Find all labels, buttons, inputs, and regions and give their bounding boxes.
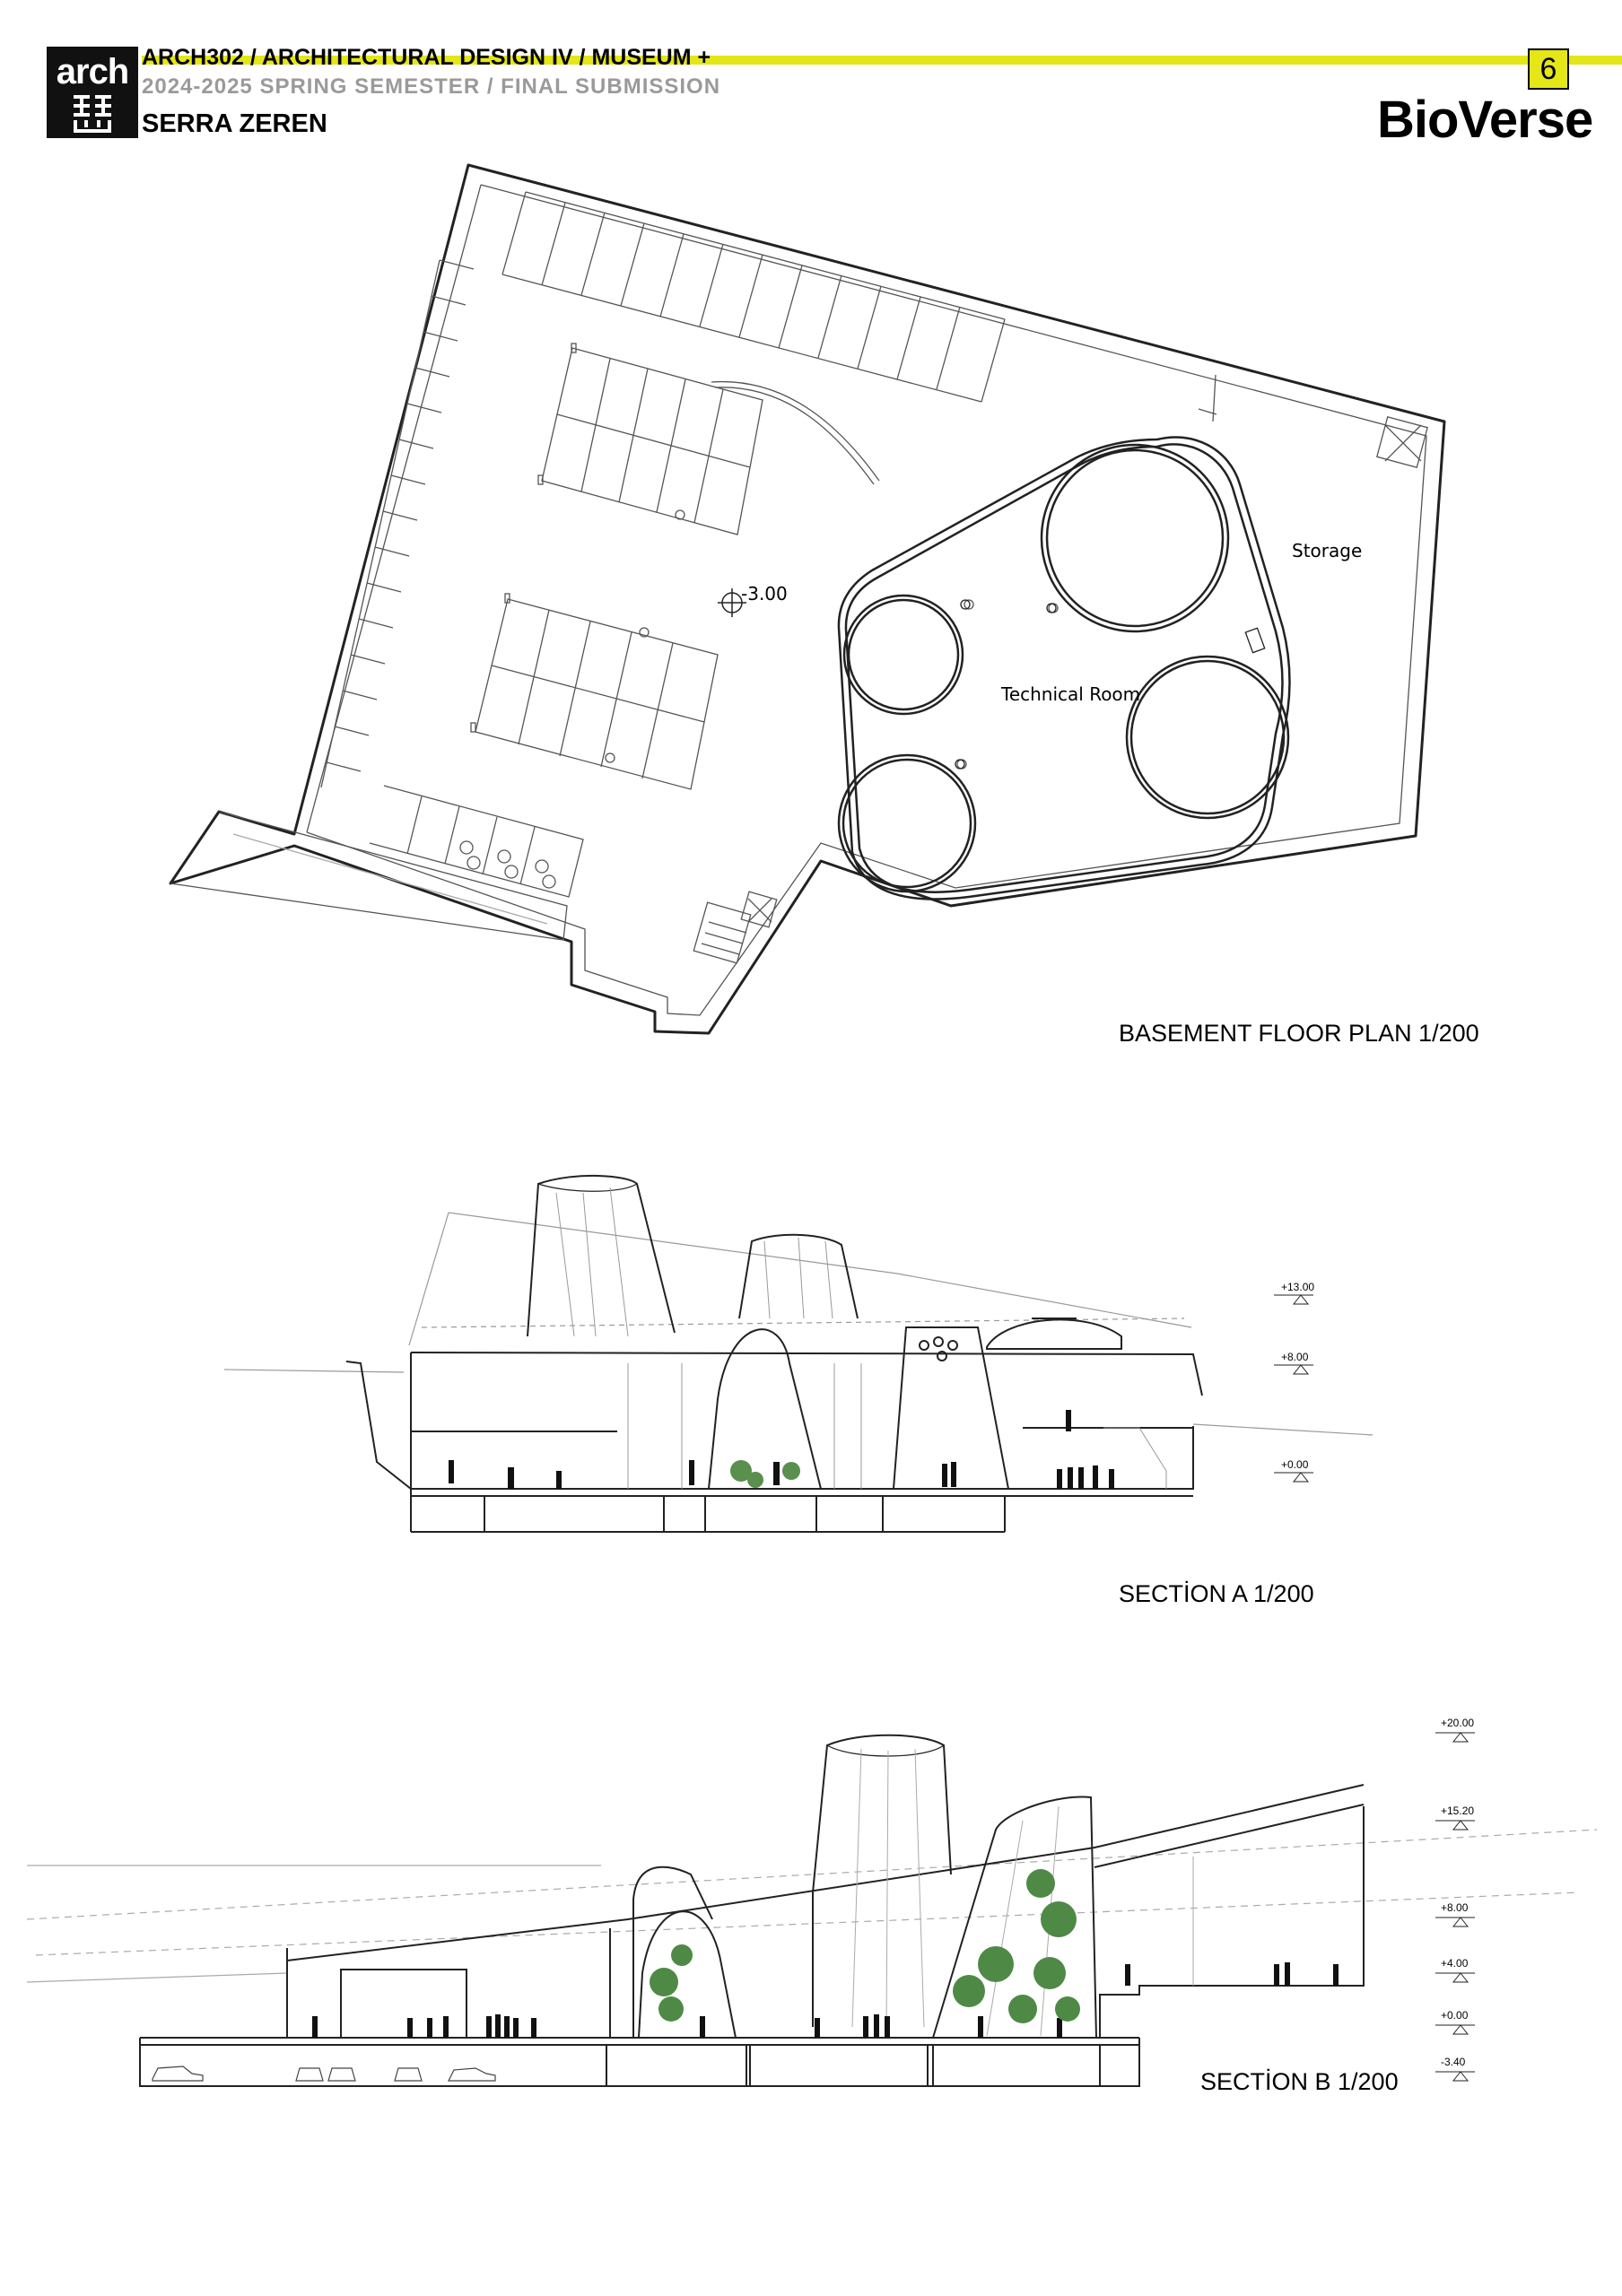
section-a-elevation-1: +13.00 [1281, 1281, 1315, 1293]
room-label-storage: Storage [1292, 540, 1363, 561]
section-b-elevation-1: +20.00 [1441, 1717, 1475, 1729]
basement-floor-plan [0, 0, 1622, 1058]
section-b-caption: SECTİON B 1/200 [1200, 2068, 1399, 2095]
plan-caption: BASEMENT FLOOR PLAN 1/200 [1119, 1020, 1479, 1047]
section-b-elevation-3: +8.00 [1441, 1901, 1469, 1914]
section-b-elevation-6: -3.40 [1441, 2056, 1466, 2068]
section-b-elevation-4: +4.00 [1441, 1957, 1469, 1970]
section-a-drawing [0, 1157, 1622, 1561]
project-title: BioVerse [1377, 91, 1593, 149]
plan-level-label: -3.00 [741, 583, 788, 604]
course-line: ARCH302 / ARCHITECTURAL DESIGN IV / MUSEUM + [142, 45, 711, 70]
section-b-elevation-2: +15.20 [1441, 1805, 1475, 1817]
section-a-caption: SECTİON A 1/200 [1119, 1580, 1314, 1607]
section-a-elevation-2: +8.00 [1281, 1351, 1309, 1363]
student-name: SERRA ZEREN [142, 109, 327, 138]
room-label-technical: Technical Room [1001, 683, 1141, 705]
section-b-elevation-5: +0.00 [1441, 2009, 1469, 2022]
logo-wordmark: arch [56, 52, 129, 91]
section-a-elevation-3: +0.00 [1281, 1458, 1309, 1471]
page-number-badge: 6 [1528, 48, 1569, 90]
semester-line: 2024-2025 SPRING SEMESTER / FINAL SUBMISSION [142, 74, 721, 99]
